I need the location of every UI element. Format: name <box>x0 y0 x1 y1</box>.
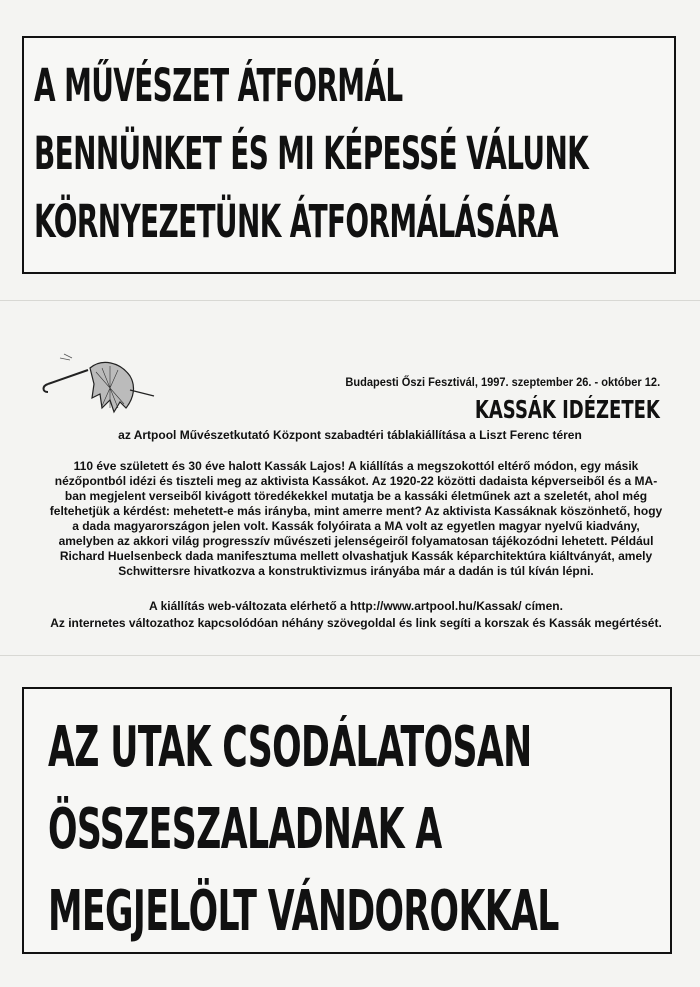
umbrella-drawing <box>40 350 160 422</box>
body-text: 110 éve született és 30 éve halott Kassák Lajos! A kiállítás a megszokottól eltérő módon, egy másik nézőpontból idézi és tiszteli meg az aktivista Kassákot. Az 1920-22 közötti dadaista képverseiből és a MA-ban megjelent verseiből kivágott töredékekkel mutatja be a kassáki életműnek azt a szeletét, ahol még feltehetjük a kérdést: mehetett-e más irányba, mint amerre ment? Az aktivista Kassáknak köszönhető, hogy a dada magyarországon jelen volt. Kassák folyóirata a MA volt az egyetlen magyar nyelvű kiadvány, amelyben az akkori világ progresszív művészeti jelenségeiről folyamatosan tájékozódni lehetett. Például Richard Huelsenbeck dada manifesztuma mellett olvashatjuk Kassák képarchitektúra kiáltványát, amely Schwittersre hivatkozva a konstruktivizmus irányába már a dadán is túl kíván lépni. <box>49 459 663 578</box>
web-line-2: Az internetes változathoz kapcsolódóan néhány szövegoldal és link segíti a korszak és Kassák megértését. <box>50 616 662 630</box>
exhibition-title: KASSÁK IDÉZETEK <box>475 395 660 424</box>
headline-bottom-line-2: ÖSSZESZALADNAK A <box>48 797 442 862</box>
headline-bottom-line-3: MEGJELÖLT VÁNDOROKKAL <box>48 879 559 944</box>
web-line-1: A kiállítás web-változata elérhető a http://www.artpool.hu/Kassak/ címen. <box>149 599 563 613</box>
headline-top-line-1: A MŰVÉSZET ÁTFORMÁL <box>34 59 403 112</box>
festival-line: Budapesti Őszi Fesztivál, 1997. szeptember 26. - október 12. <box>345 375 660 389</box>
headline-top-line-2: BENNÜNKET ÉS MI KÉPESSÉ VÁLUNK <box>34 127 589 180</box>
headline-bottom <box>48 707 559 953</box>
headline-box-top <box>22 36 676 274</box>
headline-box-bottom <box>22 687 672 954</box>
headline-top <box>34 52 588 256</box>
headline-bottom-line-1: AZ UTAK CSODÁLATOSAN <box>48 715 532 780</box>
body-paragraph <box>46 459 666 579</box>
exhibition-subtitle: az Artpool Művészetkutató Központ szabadtéri táblakiállítása a Liszt Ferenc téren <box>118 428 582 442</box>
fold-line-lower <box>0 655 700 656</box>
fold-line-upper <box>0 300 700 301</box>
web-info <box>46 598 666 632</box>
headline-top-line-3: KÖRNYEZETÜNK ÁTFORMÁLÁSÁRA <box>34 195 558 248</box>
